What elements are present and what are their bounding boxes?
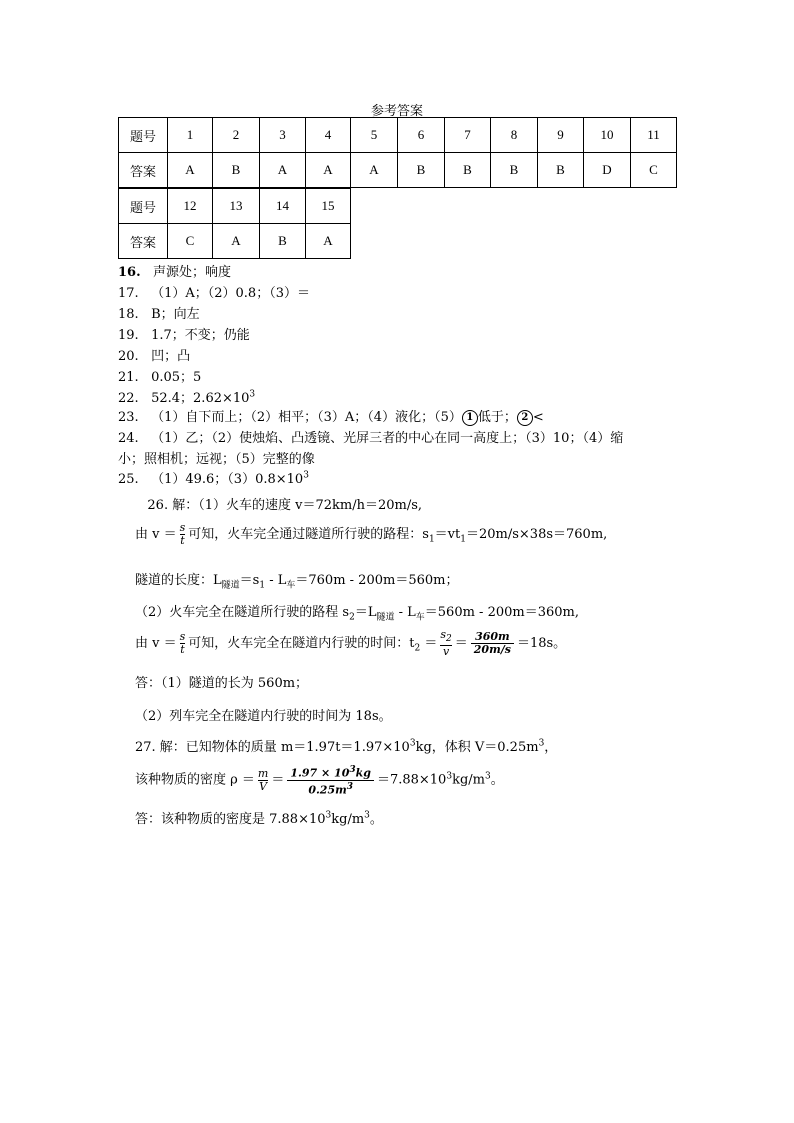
item-number: 23. — [118, 410, 139, 425]
text: ＝vt — [434, 527, 461, 542]
answer-20 — [118, 345, 190, 364]
item-number: 22. — [118, 391, 139, 406]
subscript: 1 — [259, 580, 266, 591]
item-number: 17. — [118, 286, 139, 301]
answer-19 — [118, 324, 250, 343]
q26-line-5: 由 v ＝ $\frac{s}{t}$ 可知，火车完全在隧道内行驶的时间：$t_2$ ＝ $\frac{s_2}{v}$ ＝ $\frac{360m}{20m/s}$ ＝18s。 — [135, 628, 567, 659]
superscript: 3 — [249, 389, 256, 400]
answer-table-2 — [118, 188, 351, 259]
q26-line-1 — [135, 494, 422, 513]
text: 答：（1）隧道的长为 560m； — [135, 676, 309, 691]
table-row-answers — [119, 153, 677, 188]
answer-16 — [118, 261, 231, 280]
denominator — [287, 780, 374, 797]
superscript: 3 — [303, 470, 309, 481]
text: ＝20m/s×38s＝760m, — [465, 527, 608, 542]
numerator: m — [257, 766, 269, 780]
fraction-s2-over-v — [440, 629, 451, 658]
fraction-s-over-t — [180, 522, 186, 547]
table-cell: 12 — [168, 189, 213, 224]
item-number: 21. — [118, 370, 139, 385]
table-cell: 3 — [260, 118, 306, 153]
fraction-s-over-t — [180, 631, 186, 656]
header-label-cell: 题号 — [119, 189, 168, 224]
numerator: s — [179, 521, 186, 534]
table-cell: 15 — [306, 189, 351, 224]
item-text: 凹；凸 — [151, 349, 191, 364]
superscript: 3 — [346, 781, 354, 792]
item-text: （1）49.6；（3）0.8×10 — [151, 472, 304, 487]
item-text: B；向左 — [151, 307, 200, 322]
text: ＝ — [420, 636, 438, 652]
table-cell: 1 — [168, 118, 213, 153]
superscript: 3 — [538, 738, 545, 749]
text: - L — [394, 605, 416, 620]
table-cell: 11 — [631, 118, 677, 153]
q27-line-2: 该种物质的密度 ρ ＝ $\frac{m}{V}$ ＝ $\frac{1.97 \times 10^3kg}{0.25m^3}$ $=7.88\times 10^3kg/m^3$。 — [135, 765, 504, 797]
answer-25 — [118, 468, 309, 487]
text: ＝s — [239, 573, 260, 588]
table-cell: 8 — [491, 118, 538, 153]
superscript: 3 — [409, 738, 416, 749]
text: 可知，火车完全通过隧道所行驶的路程：s — [188, 527, 429, 542]
subscript: 2 — [446, 634, 452, 645]
table-cell: B — [445, 153, 491, 188]
text: kg/m — [331, 812, 365, 827]
table-cell: A — [351, 153, 398, 188]
table-cell: B — [260, 224, 306, 259]
text: kg，体积 V＝0.25m — [415, 740, 539, 755]
text: ， — [544, 740, 558, 755]
subscript: 隧道 — [376, 612, 395, 623]
item-text: 52.4；2.62×10 — [151, 391, 250, 406]
circled-number-2: 2 — [517, 410, 533, 426]
answer-23 — [118, 406, 544, 426]
subscript: 2 — [414, 643, 421, 654]
table-row-numbers — [119, 118, 677, 153]
header-label-cell: 题号 — [119, 118, 168, 153]
page-title: 参考答案 — [370, 104, 423, 119]
item-text: （1）乙；（2）使烛焰、凸透镜、光屏三者的中心在同一高度上；（3）10；（4）缩 — [151, 431, 624, 446]
item-number: 18. — [118, 307, 139, 322]
text: 答：该种物质的密度是 7.88×10 — [135, 812, 326, 827]
text: 26. 解：（1）火车的速度 v＝72km/h＝20m/s, — [147, 498, 423, 513]
table-cell: A — [306, 224, 351, 259]
denominator: 20m/s — [471, 643, 514, 656]
table-cell: B — [538, 153, 584, 188]
table-row-answers — [119, 224, 351, 259]
text: 由 v ＝ — [135, 636, 177, 652]
table-cell: D — [584, 153, 631, 188]
table-cell: 4 — [306, 118, 351, 153]
text: kg/m — [452, 772, 485, 788]
superscript: 3 — [446, 771, 453, 782]
numerator-text: s — [440, 628, 447, 641]
table-cell: A — [213, 224, 260, 259]
table-cell: C — [168, 224, 213, 259]
answer-label-cell: 答案 — [119, 224, 168, 259]
item-text: 声源处；响度 — [153, 265, 232, 280]
item-number: 20. — [118, 349, 139, 364]
numerator — [287, 764, 374, 780]
table-cell: 14 — [260, 189, 306, 224]
item-number: 16. — [118, 265, 141, 280]
q26-answer-1 — [135, 672, 308, 691]
text: ＝L — [354, 605, 377, 620]
text: ＝18s。 — [516, 636, 567, 652]
table-cell: 7 — [445, 118, 491, 153]
subscript: 车 — [286, 580, 296, 591]
text: 该种物质的密度 ρ ＝ — [135, 772, 255, 788]
table-cell: 5 — [351, 118, 398, 153]
fraction-m-over-v — [258, 768, 268, 793]
subscript: 1 — [460, 534, 466, 545]
unit: kg — [355, 766, 371, 780]
subscript: 1 — [428, 534, 435, 545]
table-cell: B — [398, 153, 445, 188]
numerator — [440, 629, 451, 645]
text: （2）火车完全在隧道所行驶的路程 s — [135, 605, 350, 620]
text: ＝560m - 200m＝360m, — [424, 605, 579, 620]
item-text: 小；照相机；远视；（5）完整的像 — [118, 452, 315, 467]
denominator: t — [180, 643, 185, 657]
text: 。 — [369, 812, 383, 827]
numerator: 360m — [475, 630, 510, 644]
denominator: V — [259, 779, 268, 793]
text: （2）列车完全在隧道内行驶的时间为 18s。 — [135, 709, 392, 724]
superscript: 3 — [349, 765, 356, 775]
text: 。 — [490, 772, 504, 788]
text: 隧道的长度：L — [135, 573, 222, 588]
answer-21 — [118, 366, 201, 385]
subscript: 2 — [349, 612, 355, 623]
answer-24 — [118, 427, 623, 446]
fraction-mass-over-volume — [287, 764, 374, 796]
subscript: 车 — [415, 612, 425, 623]
table-cell: A — [168, 153, 213, 188]
denominator: t — [180, 534, 185, 547]
answer-18 — [118, 303, 200, 322]
q26-line-2 — [135, 522, 607, 547]
fraction-360m-over-20ms — [471, 631, 514, 656]
text: 27. 解：已知物体的质量 m＝1.97t＝1.97×10 — [135, 740, 410, 755]
numerator: s — [179, 630, 186, 644]
table-cell: A — [260, 153, 306, 188]
text: 可知，火车完全在隧道内行驶的时间：t — [188, 636, 415, 652]
superscript: 3 — [484, 771, 491, 782]
item-text: < — [532, 410, 544, 425]
answer-label-cell: 答案 — [119, 153, 168, 188]
table-cell: B — [491, 153, 538, 188]
item-number: 19. — [118, 328, 139, 343]
answer-17 — [118, 282, 310, 301]
q26-line-3 — [135, 569, 458, 591]
item-number: 24. — [118, 431, 139, 446]
subscript: 隧道 — [221, 580, 240, 591]
table-cell: 13 — [213, 189, 260, 224]
answer-table-1 — [118, 117, 677, 188]
table-cell: 2 — [213, 118, 260, 153]
superscript: 3 — [364, 810, 370, 821]
q26-line-4 — [135, 601, 579, 623]
table-cell: B — [213, 153, 260, 188]
item-text: 1.7；不变；仍能 — [151, 328, 250, 343]
item-text: 低于； — [477, 410, 517, 425]
item-text: （1）自下而上；（2）相平；（3）A；（4）液化；（5） — [151, 410, 462, 425]
answer-24-continued — [118, 448, 315, 467]
q27-line-1 — [135, 736, 557, 755]
q27-answer — [135, 808, 383, 827]
item-text: 0.05；5 — [151, 370, 202, 385]
numerator-text: 1.97 × 10 — [290, 766, 350, 780]
item-text: （1）A；（2）0.8；（3）＝ — [151, 286, 310, 301]
denominator-text: 0.25m — [308, 783, 347, 797]
table-cell: 6 — [398, 118, 445, 153]
table-cell: A — [306, 153, 351, 188]
q26-answer-2 — [135, 705, 392, 724]
text: 由 v ＝ — [135, 527, 177, 542]
text: ＝7.88×10 — [376, 772, 447, 788]
superscript: 3 — [325, 810, 332, 821]
circled-number-1: 1 — [462, 410, 478, 426]
item-number: 25. — [118, 472, 139, 487]
table-row-numbers — [119, 189, 351, 224]
text: ＝760m - 200m＝560m； — [295, 573, 459, 588]
table-cell: C — [631, 153, 677, 188]
text: - L — [265, 573, 287, 588]
denominator: v — [440, 645, 451, 658]
table-cell: 10 — [584, 118, 631, 153]
answer-22 — [118, 387, 255, 406]
table-cell: 9 — [538, 118, 584, 153]
